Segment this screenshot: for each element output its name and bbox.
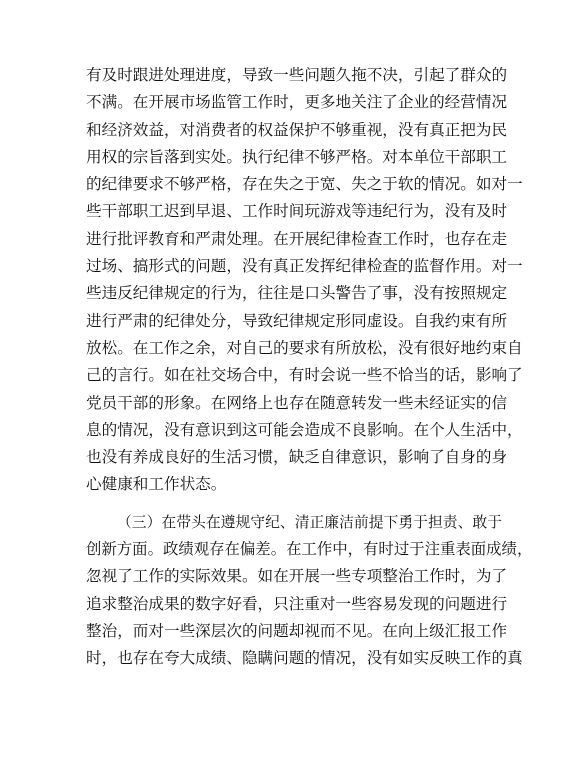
text-line: 用权的宗旨落到实处。执行纪律不够严格。对本单位干部职工 — [86, 147, 508, 166]
text-line: 追求整治成果的数字好看，只注重对一些容易发现的问题进行 — [86, 594, 508, 613]
text-line: 些干部职工迟到早退、工作时间玩游戏等违纪行为，没有及时 — [86, 202, 508, 221]
text-line: 有及时跟进处理进度，导致一些问题久拖不决，引起了群众的 — [86, 66, 508, 84]
text-line: 时，也存在夸大成绩、隐瞒问题的情况，没有如实反映工作的真 — [86, 649, 523, 668]
text-line: 和经济效益，对消费者的权益保护不够重视，没有真正把为民 — [86, 120, 508, 139]
text-line: 己的言行。如在社交场合中，有时会说一些不恰当的话，影响了 — [86, 366, 523, 385]
text-line: 些违反纪律规定的行为，往往是口头警告了事，没有按照规定 — [86, 284, 508, 303]
text-line: 创新方面。政绩观存在偏差。在工作中，有时过于注重表面成绩， — [86, 540, 533, 559]
text-line: （三）在带头在遵规守纪、清正廉洁前提下勇于担责、敢于 — [117, 513, 502, 531]
text-line: 党员干部的形象。在网络上也存在随意转发一些未经证实的信 — [86, 393, 508, 412]
document-body — [86, 62, 533, 673]
paragraph-1 — [86, 62, 523, 499]
text-line: 的纪律要求不够严格，存在失之于宽、失之于软的情况。如对一 — [86, 175, 523, 194]
text-line: 息的情况，没有意识到这可能会造成不良影响。在个人生活中， — [86, 420, 523, 439]
text-line: 放松。在工作之余，对自己的要求有所放松，没有很好地约束自 — [86, 338, 523, 357]
text-line: 整治，而对一些深层次的问题却视而不见。在向上级汇报工作 — [86, 621, 508, 640]
text-line: 不满。在开展市场监管工作时，更多地关注了企业的经营情况 — [86, 93, 508, 112]
paragraph-2 — [86, 509, 533, 673]
text-line: 进行批评教育和严肃处理。在开展纪律检查工作时，也存在走 — [86, 229, 508, 248]
text-line: 也没有养成良好的生活习惯，缺乏自律意识，影响了自身的身 — [86, 448, 508, 467]
text-line: 忽视了工作的实际效果。如在开展一些专项整治工作时，为了 — [86, 567, 508, 586]
paragraph-spacer — [86, 499, 502, 509]
text-line: 进行严肃的纪律处分，导致纪律规定形同虚设。自我约束有所 — [86, 311, 508, 330]
text-line: 过场、搞形式的问题，没有真正发挥纪律检查的监督作用。对一 — [86, 257, 523, 276]
text-line: 心健康和工作状态。 — [86, 475, 227, 494]
